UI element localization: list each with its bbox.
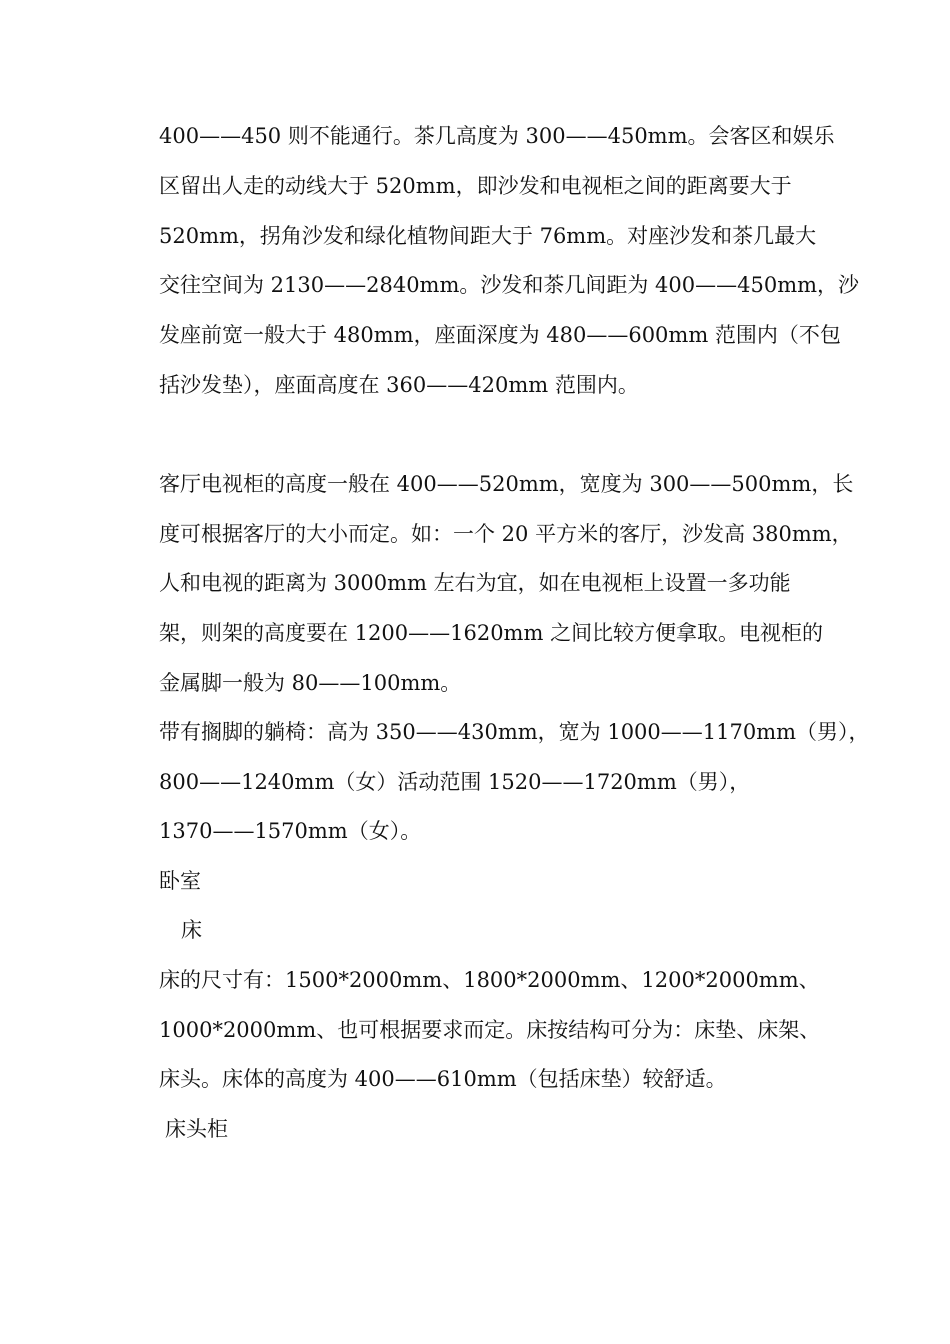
text-line: 客厅电视柜的高度一般在 400——520mm，宽度为 300——500mm，长: [159, 472, 854, 496]
section-heading-bedroom: 卧室: [159, 869, 201, 893]
text-line: 带有搁脚的躺椅：高为 350——430mm，宽为 1000——1170mm（男），: [159, 720, 870, 744]
text-line: 区留出人走的动线大于 520mm，即沙发和电视柜之间的距离要大于: [159, 174, 792, 198]
text-line: 架，则架的高度要在 1200——1620mm 之间比较方便拿取。电视柜的: [159, 621, 824, 645]
text-line: 度可根据客厅的大小而定。如：一个 20 平方米的客厅，沙发高 380mm，: [159, 522, 853, 546]
subsection-heading-bed: 床: [181, 918, 202, 942]
text-line: 金属脚一般为 80——100mm。: [159, 671, 462, 695]
text-line: 发座前宽一般大于 480mm，座面深度为 480——600mm 范围内（不包: [159, 323, 841, 347]
text-line: 400——450 则不能通行。茶几高度为 300——450mm。会客区和娱乐: [159, 124, 835, 148]
text-line: 800——1240mm（女）活动范围 1520——1720mm（男），: [159, 770, 751, 794]
text-line: 520mm，拐角沙发和绿化植物间距大于 76mm。对座沙发和茶几最大: [159, 224, 817, 248]
text-line: 括沙发垫），座面高度在 360——420mm 范围内。: [159, 373, 639, 397]
text-line: 床的尺寸有：1500*2000mm、1800*2000mm、1200*2000mm、: [159, 968, 820, 992]
text-line: 1000*2000mm、也可根据要求而定。床按结构可分为：床垫、床架、: [159, 1018, 821, 1042]
text-line: 人和电视的距离为 3000mm 左右为宜，如在电视柜上设置一多功能: [159, 571, 791, 595]
text-line: 1370——1570mm（女）。: [159, 819, 422, 843]
subsection-heading-nightstand: 床头柜: [165, 1117, 228, 1141]
text-line: 床头。床体的高度为 400——610mm（包括床垫）较舒适。: [159, 1067, 727, 1091]
text-line: 交往空间为 2130——2840mm。沙发和茶几间距为 400——450mm，沙: [159, 273, 860, 297]
